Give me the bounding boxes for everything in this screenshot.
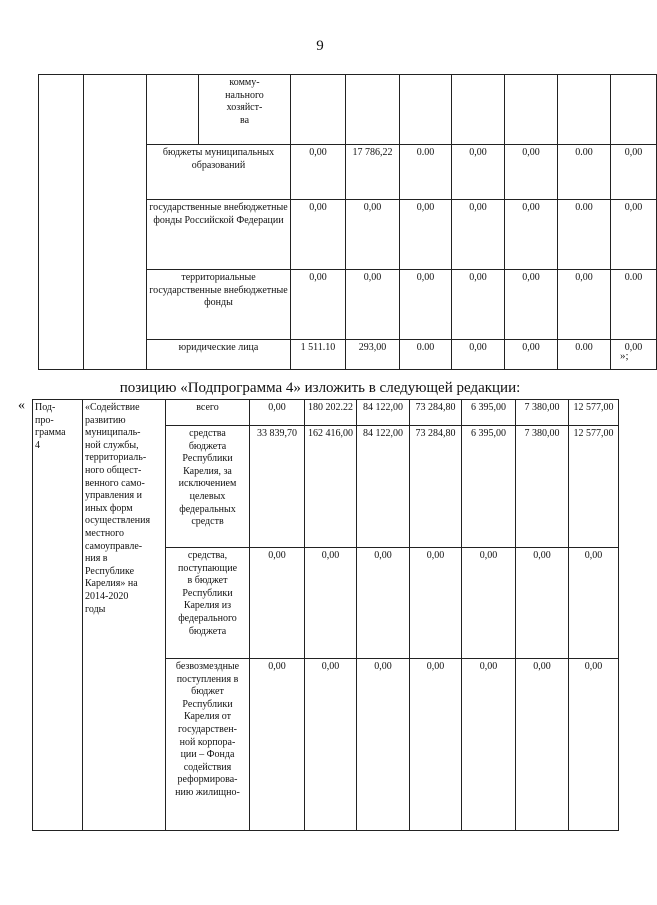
value-cell: 0,00 — [505, 200, 558, 270]
source-label: средства бюджета Республики Карелия, за исключением целевых федеральных средств — [178, 428, 237, 528]
subprogram-title-cell — [83, 400, 166, 831]
empty-cell — [39, 75, 84, 370]
value-cell: 162 416,00 — [305, 426, 357, 548]
value-cell: 0,00 — [400, 200, 452, 270]
value-cell: 0,00 — [410, 548, 462, 659]
source-cell: бюджеты муниципальных образований — [147, 145, 291, 200]
value-cell: 0,00 — [291, 145, 346, 200]
value-cell: 0,00 — [400, 270, 452, 340]
value-cell: 12 577,00 — [569, 400, 619, 426]
value-cell: 0,00 — [305, 548, 357, 659]
value-cell: 0,00 — [505, 145, 558, 200]
value-cell: 0,00 — [250, 548, 305, 659]
table-row — [33, 400, 619, 426]
value-cell: 0,00 — [291, 270, 346, 340]
source-label: комму- нального хозяйст- ва — [225, 77, 264, 126]
value-cell — [346, 75, 400, 145]
top-funding-table — [38, 74, 657, 370]
value-cell: 0,00 — [410, 659, 462, 831]
value-cell: 0,00 — [291, 200, 346, 270]
value-cell: 0.00 — [558, 200, 611, 270]
amendment-heading: позицию «Подпрограмма 4» изложить в следующей редакции: — [119, 380, 521, 396]
value-cell: 0,00 — [462, 548, 516, 659]
value-cell: 293,00 — [346, 340, 400, 370]
value-cell: 0,00 — [357, 548, 410, 659]
value-cell: 33 839,70 — [250, 426, 305, 548]
value-cell: 0.00 — [611, 270, 657, 340]
source-cell — [199, 75, 291, 145]
subprogram-4-table — [32, 399, 619, 831]
value-cell: 0,00 — [346, 200, 400, 270]
value-cell: 0,00 — [516, 548, 569, 659]
value-cell: 6 395,00 — [462, 400, 516, 426]
value-cell: 0,00 — [357, 659, 410, 831]
value-cell: 0,00 — [250, 659, 305, 831]
closing-quote-mark: »; — [620, 350, 629, 362]
value-cell: 6 395,00 — [462, 426, 516, 548]
value-cell: 73 284,80 — [410, 426, 462, 548]
page-number: 9 — [316, 38, 324, 54]
value-cell: 0,00 — [452, 340, 505, 370]
value-cell: 0,00 — [611, 340, 657, 370]
empty-cell — [84, 75, 147, 370]
value-cell: 0,00 — [305, 659, 357, 831]
subprogram-number-cell — [33, 400, 83, 831]
source-cell: государственные внебюджетные фонды Российской Федерации — [147, 200, 291, 270]
value-cell: 84 122,00 — [357, 426, 410, 548]
source-label: средства, поступающие в бюджет Республики Карелия из федерального бюджета — [177, 550, 238, 637]
value-cell: 0,00 — [516, 659, 569, 831]
value-cell: 0.00 — [400, 145, 452, 200]
subprogram-number: Под- про- грамма 4 — [35, 402, 66, 451]
value-cell: 17 786,22 — [346, 145, 400, 200]
source-cell — [166, 659, 250, 831]
value-cell: 1 511.10 — [291, 340, 346, 370]
value-cell: 0,00 — [505, 340, 558, 370]
source-label: безвозмездные поступления в бюджет Республики Карелия от государствен- ной корпора- ции – Фонда содействия реформирова- нию жилищно- — [175, 661, 240, 798]
value-cell: 12 577,00 — [569, 426, 619, 548]
value-cell — [558, 75, 611, 145]
value-cell: 0,00 — [611, 200, 657, 270]
value-cell — [452, 75, 505, 145]
source-cell — [166, 548, 250, 659]
value-cell: 0,00 — [569, 548, 619, 659]
value-cell — [505, 75, 558, 145]
value-cell — [611, 75, 657, 145]
subprogram-title: «Содействие развитию муниципаль- ной службы, территориаль- ного общест- венного само- управления и иных форм осуществления местного самоуправле- ния в Республике Карелия» на 2014-2020 годы — [85, 402, 151, 615]
value-cell: 0,00 — [611, 145, 657, 200]
value-cell — [291, 75, 346, 145]
value-cell: 73 284,80 — [410, 400, 462, 426]
value-cell: 0,00 — [452, 145, 505, 200]
value-cell: 7 380,00 — [516, 426, 569, 548]
value-cell: 7 380,00 — [516, 400, 569, 426]
source-cell: территориальные государственные внебюджетные фонды — [147, 270, 291, 340]
opening-quote-mark: « — [18, 398, 25, 413]
value-cell: 0,00 — [462, 659, 516, 831]
value-cell: 0.00 — [558, 145, 611, 200]
table-row — [39, 75, 657, 145]
empty-cell — [147, 75, 199, 145]
value-cell: 0,00 — [250, 400, 305, 426]
value-cell: 0,00 — [452, 200, 505, 270]
source-cell: юридические лица — [147, 340, 291, 370]
value-cell: 0.00 — [558, 340, 611, 370]
source-cell: всего — [166, 400, 250, 426]
value-cell: 84 122,00 — [357, 400, 410, 426]
value-cell: 0,00 — [569, 659, 619, 831]
value-cell: 0,00 — [558, 270, 611, 340]
value-cell: 0,00 — [346, 270, 400, 340]
value-cell: 0,00 — [505, 270, 558, 340]
value-cell: 0.00 — [400, 340, 452, 370]
value-cell: 0,00 — [452, 270, 505, 340]
source-cell — [166, 426, 250, 548]
value-cell: 180 202.22 — [305, 400, 357, 426]
value-cell — [400, 75, 452, 145]
